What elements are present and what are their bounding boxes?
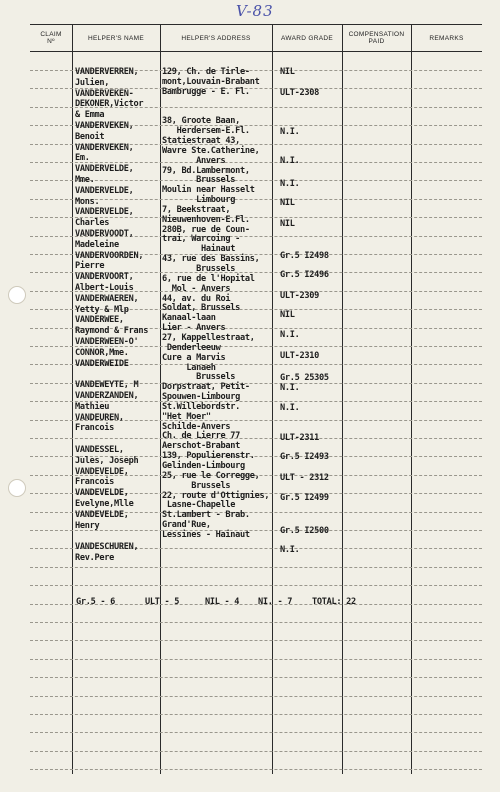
ruled-line: [30, 567, 482, 568]
helper-address-line: Aerschot-Brabant: [162, 441, 240, 452]
column-rule: [272, 24, 273, 774]
total-gr5: Gr.5 - 6: [76, 597, 115, 607]
page-code-handwritten: V-83: [236, 2, 274, 20]
header-claim-no: [30, 26, 72, 50]
helper-address-line: Moulin near Hasselt: [162, 185, 255, 196]
helper-name-line: Mons.: [75, 196, 100, 207]
column-rule: [342, 24, 343, 774]
helper-name-line: VANDERWEEN-O': [75, 337, 139, 347]
helper-address-line: Cure a Marvis: [162, 352, 226, 363]
ruled-line: [30, 677, 482, 678]
total-ni: NI. - 7: [258, 597, 293, 607]
ruled-line: [30, 585, 482, 586]
award-grade-entry: N.I.: [280, 156, 300, 166]
award-grade-entry: N.I.: [280, 545, 300, 555]
helper-address-line: Brussels: [162, 480, 231, 491]
award-grade-entry: Gr.5 I2499: [280, 493, 329, 503]
header-award-grade: [272, 26, 342, 50]
header-award-grade-text: AWARD GRADE: [281, 34, 333, 42]
punch-hole-icon: [8, 286, 26, 304]
helper-name-line: VANDERVEKEN,: [75, 142, 134, 153]
helper-name-line: VANDEVELDE,: [75, 488, 129, 499]
helper-address-line: 6, rue de l'Hopital: [162, 273, 255, 284]
helper-address-line: Spouwen-Limbourg: [162, 392, 240, 403]
helper-name-line: VANDEVELDE,: [75, 509, 129, 520]
header-helper-name: [72, 26, 160, 50]
helper-name-line: & Emma: [75, 110, 105, 121]
header-top-rule: [30, 24, 482, 25]
helper-name-line: Madeleine: [75, 239, 119, 250]
helper-address-line: 22, route d'Ottignies,: [162, 490, 270, 501]
ruled-line: [30, 714, 482, 715]
helper-address-line: 43, rue des Bassins,: [162, 254, 260, 265]
helper-name-line: Yetty & Mlp: [75, 304, 129, 315]
helper-name-line: VANDERWEIDE: [75, 358, 129, 369]
column-rule: [72, 24, 73, 774]
helper-name-line: Francois: [75, 423, 114, 434]
helper-address-line: 79, Bd.Lambermont,: [162, 165, 250, 176]
helper-name-line: VANDEUREN,: [75, 412, 124, 423]
helper-address-line: 25, rue le Corregge,: [162, 470, 260, 481]
helper-address-line: Brussels: [162, 264, 236, 274]
helper-address-line: Ch. de Lierre 77: [162, 431, 240, 442]
helper-name-line: Albert-Louis: [75, 283, 134, 293]
award-grade-entry: N.I.: [280, 383, 300, 393]
helper-address-line: Dorpstraat, Petit-: [162, 382, 250, 393]
ruled-line: [30, 162, 482, 163]
award-grade-entry: N.I.: [280, 127, 300, 137]
award-grade-entry: N.I.: [280, 403, 300, 413]
helper-name-line: VANDESCHUREN,: [75, 542, 139, 553]
helper-address-line: Lessines - Hainaut: [162, 529, 250, 540]
helper-address-line: St.Willebordstr.: [162, 401, 240, 412]
helper-name-line: Raymond & Frans: [75, 326, 149, 337]
helper-name-line: Pierre: [75, 261, 105, 272]
header-helper-address-text: HELPER'S ADDRESS: [181, 34, 251, 42]
ruled-line: [30, 622, 482, 623]
award-grade-entry: NIL: [280, 310, 295, 320]
award-grade-entry: N.I.: [280, 330, 300, 340]
helper-name-line: Julien,: [75, 77, 110, 88]
helper-address-line: Herdersem-E.Fl.: [162, 126, 250, 137]
header-compensation-text: COMPENSATION PAID: [348, 31, 405, 45]
helper-name-line: VANDERVELDE,: [75, 164, 134, 175]
helper-address-line: Bambrugge - E. Fl.: [162, 86, 250, 97]
ruled-line: [30, 769, 482, 770]
header-helper-address: [160, 26, 272, 50]
helper-address-line: Brussels: [162, 175, 236, 186]
award-grade-entry: Gr.5 I2498: [280, 251, 329, 261]
helper-address-line: 27, Kappellestraat,: [162, 332, 255, 343]
award-grade-entry: ULT - 2312: [280, 473, 329, 483]
ruled-line: [30, 732, 482, 733]
helper-name-line: Rev.Pere: [75, 553, 114, 563]
helper-name-line: Charles: [75, 218, 110, 229]
helper-address-line: 280B, rue de Coun-: [162, 224, 250, 235]
helper-address-line: Denderleeuw: [162, 342, 221, 353]
ruled-line: [30, 659, 482, 660]
helper-name-line: VANDERVEKEN,: [75, 121, 134, 131]
helper-name-line: Mathieu: [75, 401, 110, 412]
helper-name-line: Francois: [75, 477, 114, 488]
award-grade-entry: Gr.5 I2496: [280, 270, 329, 280]
header-compensation: [342, 26, 411, 50]
helper-address-line: Brussels: [162, 372, 236, 383]
helper-name-line: VANDEWEYTE, M: [75, 380, 139, 391]
header-helper-name-text: HELPER'S NAME: [87, 34, 145, 42]
helper-address-line: Lasne-Chapelle: [162, 500, 236, 511]
helper-address-line: Limbourg: [162, 195, 236, 206]
helper-name-line: VANDERVOORT,: [75, 272, 134, 283]
total-count: TOTAL: 22: [312, 597, 356, 607]
column-rule: [160, 24, 161, 774]
helper-name-line: VANDERVELDE,: [75, 185, 134, 196]
helper-address-line: Mol - Anvers: [162, 283, 231, 294]
helper-name-line: Em.: [75, 153, 90, 164]
helper-address-line: 7, Beekstraat,: [162, 204, 231, 215]
helper-name-line: Benoit: [75, 131, 105, 142]
helper-name-line: VANDERWEE,: [75, 315, 124, 326]
helper-address-line: mont,Louvain-Brabant: [162, 76, 260, 87]
helper-address-line: 139, Populierenstr.: [162, 451, 255, 462]
helper-name-line: VANDERVOODT,: [75, 229, 134, 239]
award-grade-entry: NIL: [280, 67, 295, 77]
helper-address-line: St.Lambert - Brab.: [162, 510, 250, 521]
helper-address-line: Wavre Ste.Catherine,: [162, 145, 260, 156]
helper-name-line: VANDEVELDE,: [75, 466, 129, 477]
helper-address-line: trai, Warcoing -: [162, 234, 240, 245]
helper-address-line: Gelinden-Limbourg: [162, 461, 245, 471]
helper-name-line: Henry: [75, 520, 100, 531]
award-grade-entry: Gr.5 I2493: [280, 452, 329, 462]
ruled-line: [30, 696, 482, 697]
header-claim-no-text: CLAIM Nº: [40, 31, 62, 45]
helper-name-line: VANDERVOORDEN,: [75, 250, 144, 261]
ruled-line: [30, 438, 482, 439]
helper-address-line: "Het Moer": [162, 411, 211, 422]
helper-name-line: CONNOR,Mme.: [75, 347, 129, 358]
helper-name-line: Jules, Joseph: [75, 455, 139, 466]
helper-address-line: 38, Groote Baan,: [162, 116, 240, 127]
helper-name-line: DEKONER,Victor: [75, 99, 144, 110]
helper-address-line: Grand'Rue,: [162, 520, 211, 531]
helper-name-line: VANDERVEKEN-: [75, 88, 134, 99]
helper-address-line: Hainaut: [162, 244, 236, 255]
ruled-line: [30, 751, 482, 752]
helper-address-line: Statiestraat 43,: [162, 135, 240, 146]
award-grade-entry: ULT-2309: [280, 291, 319, 301]
award-grade-entry: ULT-2310: [280, 351, 319, 361]
header-remarks: [411, 26, 482, 50]
helper-name-line: VANDERZANDEN,: [75, 391, 139, 401]
award-grade-entry: Gr.5 25305: [280, 373, 329, 383]
header-remarks-text: REMARKS: [429, 34, 464, 42]
helper-address-line: Lier - Anvers: [162, 323, 226, 334]
punch-hole-icon: [8, 479, 26, 497]
award-grade-entry: ULT-2308: [280, 88, 319, 98]
helper-address-line: Soldat, Brussels: [162, 303, 240, 314]
helper-address-line: 129, Ch. de Tirle-: [162, 67, 250, 77]
helper-name-line: VANDERVERREN,: [75, 67, 139, 77]
helper-name-line: VANDERVELDE,: [75, 207, 134, 218]
helper-address-line: Lanaeh: [162, 362, 216, 373]
helper-name-line: Mme.: [75, 175, 95, 185]
helper-address-line: Kanaal-laan: [162, 313, 216, 324]
award-grade-entry: NIL: [280, 198, 295, 208]
helper-address-line: Nieuwenhoven-E.Fl.: [162, 214, 250, 225]
helper-address-line: Anvers: [162, 155, 226, 166]
award-grade-entry: NIL: [280, 219, 295, 229]
helper-address-line: 44, av. du Roi: [162, 293, 231, 304]
header-bottom-rule: [30, 51, 482, 52]
total-ult: ULT - 5: [145, 597, 180, 607]
award-grade-entry: ULT-2311: [280, 433, 319, 443]
total-nil: NIL - 4: [205, 597, 240, 607]
helper-name-line: VANDESSEL,: [75, 445, 124, 455]
column-rule: [411, 24, 412, 774]
helper-name-line: VANDERWAEREN,: [75, 293, 139, 304]
award-grade-entry: Gr.5 I2500: [280, 526, 329, 536]
ruled-line: [30, 180, 482, 181]
helper-address-line: Schilde-Anvers: [162, 421, 231, 432]
ruled-line: [30, 640, 482, 641]
award-grade-entry: N.I.: [280, 179, 300, 189]
helper-name-line: Evelyne,Mlle: [75, 499, 134, 509]
